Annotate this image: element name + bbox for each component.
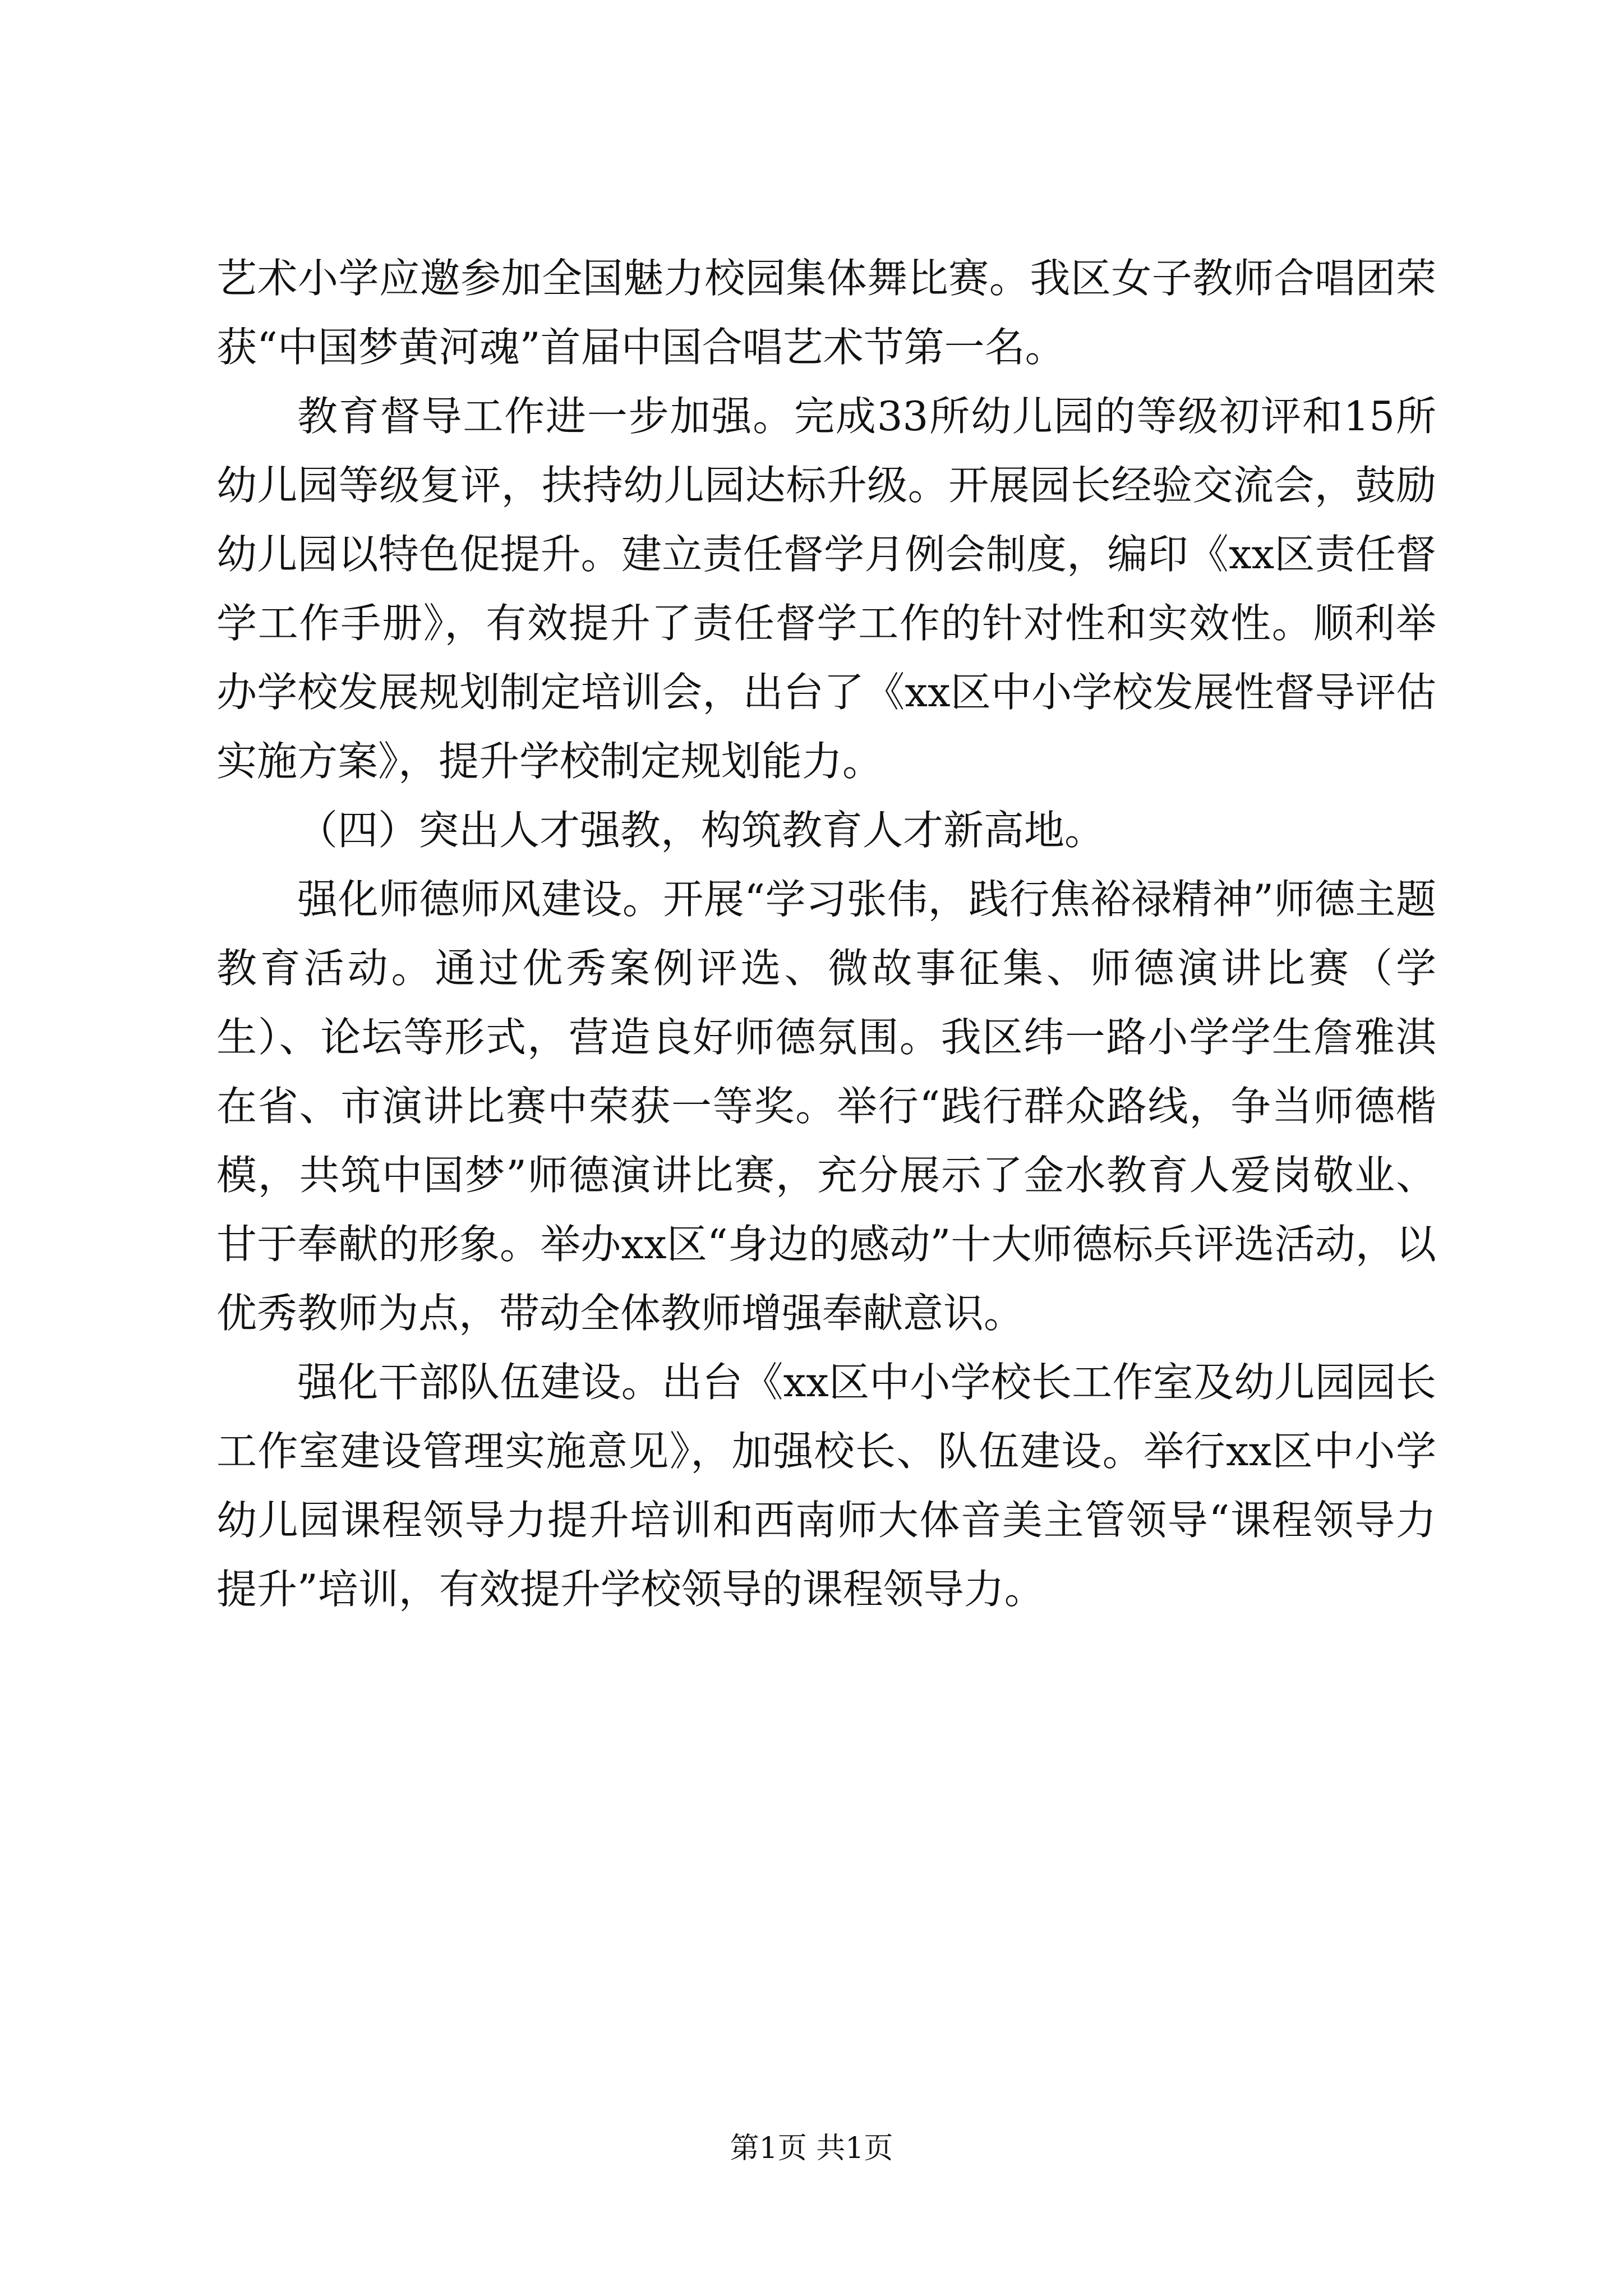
paragraph-continuation: 艺术小学应邀参加全国魅力校园集体舞比赛。我区女子教师合唱团荣获“中国梦黄河魂”首届中国合唱艺术节第一名。 bbox=[216, 255, 1436, 371]
document-body bbox=[216, 244, 1436, 1624]
paragraph-supervision: 教育督导工作进一步加强。完成33所幼儿园的等级初评和15所幼儿园等级复评，扶持幼儿园达标升级。开展园长经验交流会，鼓励幼儿园以特色促提升。建立责任督学月例会制度，编印《xx区责任督学工作手册》，有效提升了责任督学工作的针对性和实效性。顺利举办学校发展规划制定培训会，出台了《xx区中小学校发展性督导评估实施方案》，提升学校制定规划能力。 bbox=[216, 393, 1436, 785]
paragraph-teacher-ethics: 强化师德师风建设。开展“学习张伟，践行焦裕禄精神”师德主题教育活动。通过优秀案例评选、微故事征集、师德演讲比赛（学生）、论坛等形式，营造良好师德氛围。我区纬一路小学学生詹雅淇在省、市演讲比赛中荣获一等奖。举行“践行群众路线，争当师德楷模，共筑中国梦”师德演讲比赛，充分展示了金水教育人爱岗敬业、甘于奉献的形象。举办xx区“身边的感动”十大师德标兵评选活动，以优秀教师为点，带动全体教师增强奉献意识。 bbox=[216, 876, 1436, 1337]
paragraph-cadre-building: 强化干部队伍建设。出台《xx区中小学校长工作室及幼儿园园长工作室建设管理实施意见》，加强校长、队伍建设。举行xx区中小学幼儿园课程领导力提升培训和西南师大体音美主管领导“课程领导力提升”培训，有效提升学校领导的课程领导力。 bbox=[216, 1359, 1436, 1613]
page-number-footer: 第1页 共1页 bbox=[730, 2132, 893, 2165]
section-heading: （四）突出人才强教，构筑教育人才新高地。 bbox=[297, 807, 1105, 854]
